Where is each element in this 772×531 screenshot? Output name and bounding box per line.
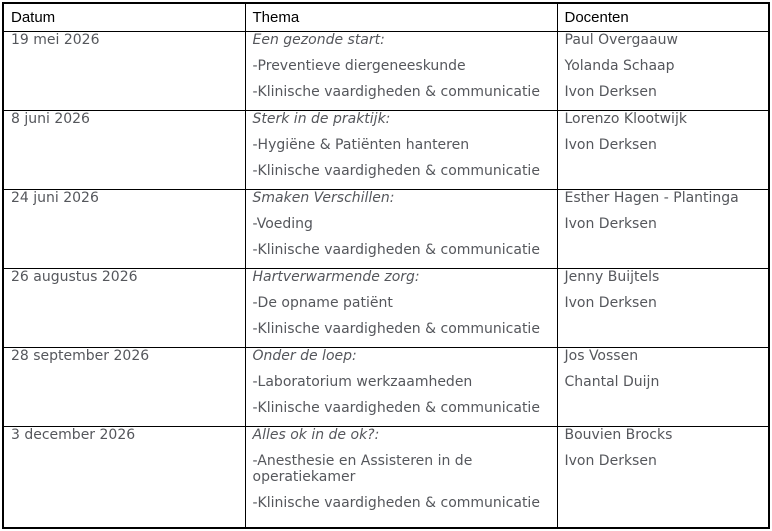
thema-cell (245, 347, 557, 426)
header-datum: Datum (3, 3, 245, 31)
header-docenten: Docenten (557, 3, 769, 31)
thema-title: Onder de loep: (252, 347, 357, 364)
thema-cell (245, 189, 557, 268)
date-cell (3, 110, 245, 189)
date-cell (3, 31, 245, 110)
thema-item: -Klinische vaardigheden & communicatie (252, 494, 540, 511)
table-row (3, 347, 769, 426)
table-row (3, 426, 769, 528)
docent-name: Yolanda Schaap (564, 57, 675, 74)
thema-title: Alles ok in de ok?: (252, 426, 380, 443)
date-cell (3, 426, 245, 528)
thema-item: -Klinische vaardigheden & communicatie (252, 83, 540, 100)
docent-name: Ivon Derksen (564, 452, 657, 469)
docent-name: Ivon Derksen (564, 294, 657, 311)
date-text: 3 december 2026 (11, 426, 136, 443)
docenten-cell (557, 110, 769, 189)
thema-item: -Klinische vaardigheden & communicatie (252, 399, 540, 416)
thema-item: -De opname patiënt (252, 294, 393, 311)
thema-item: -Voeding (252, 215, 313, 232)
thema-cell (245, 31, 557, 110)
docenten-cell (557, 426, 769, 528)
date-cell (3, 347, 245, 426)
docenten-cell (557, 347, 769, 426)
thema-item: -Klinische vaardigheden & communicatie (252, 320, 540, 337)
table-row (3, 110, 769, 189)
thema-cell (245, 110, 557, 189)
thema-title: Een gezonde start: (252, 31, 385, 48)
thema-item: -Preventieve diergeneeskunde (252, 57, 466, 74)
date-cell (3, 268, 245, 347)
thema-item: -Laboratorium werkzaamheden (252, 373, 473, 390)
docent-name: Esther Hagen - Plantinga (564, 189, 739, 206)
header-row (3, 3, 769, 31)
docent-name: Ivon Derksen (564, 215, 657, 232)
docent-name: Bouvien Brocks (564, 426, 673, 443)
docent-name: Paul Overgaauw (564, 31, 678, 48)
docent-name: Ivon Derksen (564, 83, 657, 100)
docent-name: Jos Vossen (564, 347, 639, 364)
date-text: 19 mei 2026 (11, 31, 100, 48)
thema-item: -Klinische vaardigheden & communicatie (252, 241, 540, 258)
thema-title: Smaken Verschillen: (252, 189, 395, 206)
docent-name: Lorenzo Klootwijk (564, 110, 687, 127)
thema-item: -Hygiëne & Patiënten hanteren (252, 136, 470, 153)
thema-cell (245, 426, 557, 528)
table-row (3, 268, 769, 347)
date-text: 26 augustus 2026 (11, 268, 138, 285)
date-text: 28 september 2026 (11, 347, 150, 364)
thema-item: -Anesthesie en Assisteren in de operatiekamer (252, 452, 473, 485)
thema-title: Hartverwarmende zorg: (252, 268, 420, 285)
docenten-cell (557, 189, 769, 268)
thema-item: -Klinische vaardigheden & communicatie (252, 162, 540, 179)
date-text: 24 juni 2026 (11, 189, 99, 206)
date-text: 8 juni 2026 (11, 110, 90, 127)
course-schedule-table (2, 2, 770, 529)
docent-name: Jenny Buijtels (564, 268, 660, 285)
header-thema: Thema (245, 3, 557, 31)
thema-title: Sterk in de praktijk: (252, 110, 391, 127)
docent-name: Chantal Duijn (564, 373, 660, 390)
docenten-cell (557, 31, 769, 110)
table-row (3, 189, 769, 268)
table-row (3, 31, 769, 110)
thema-cell (245, 268, 557, 347)
docent-name: Ivon Derksen (564, 136, 657, 153)
date-cell (3, 189, 245, 268)
docenten-cell (557, 268, 769, 347)
